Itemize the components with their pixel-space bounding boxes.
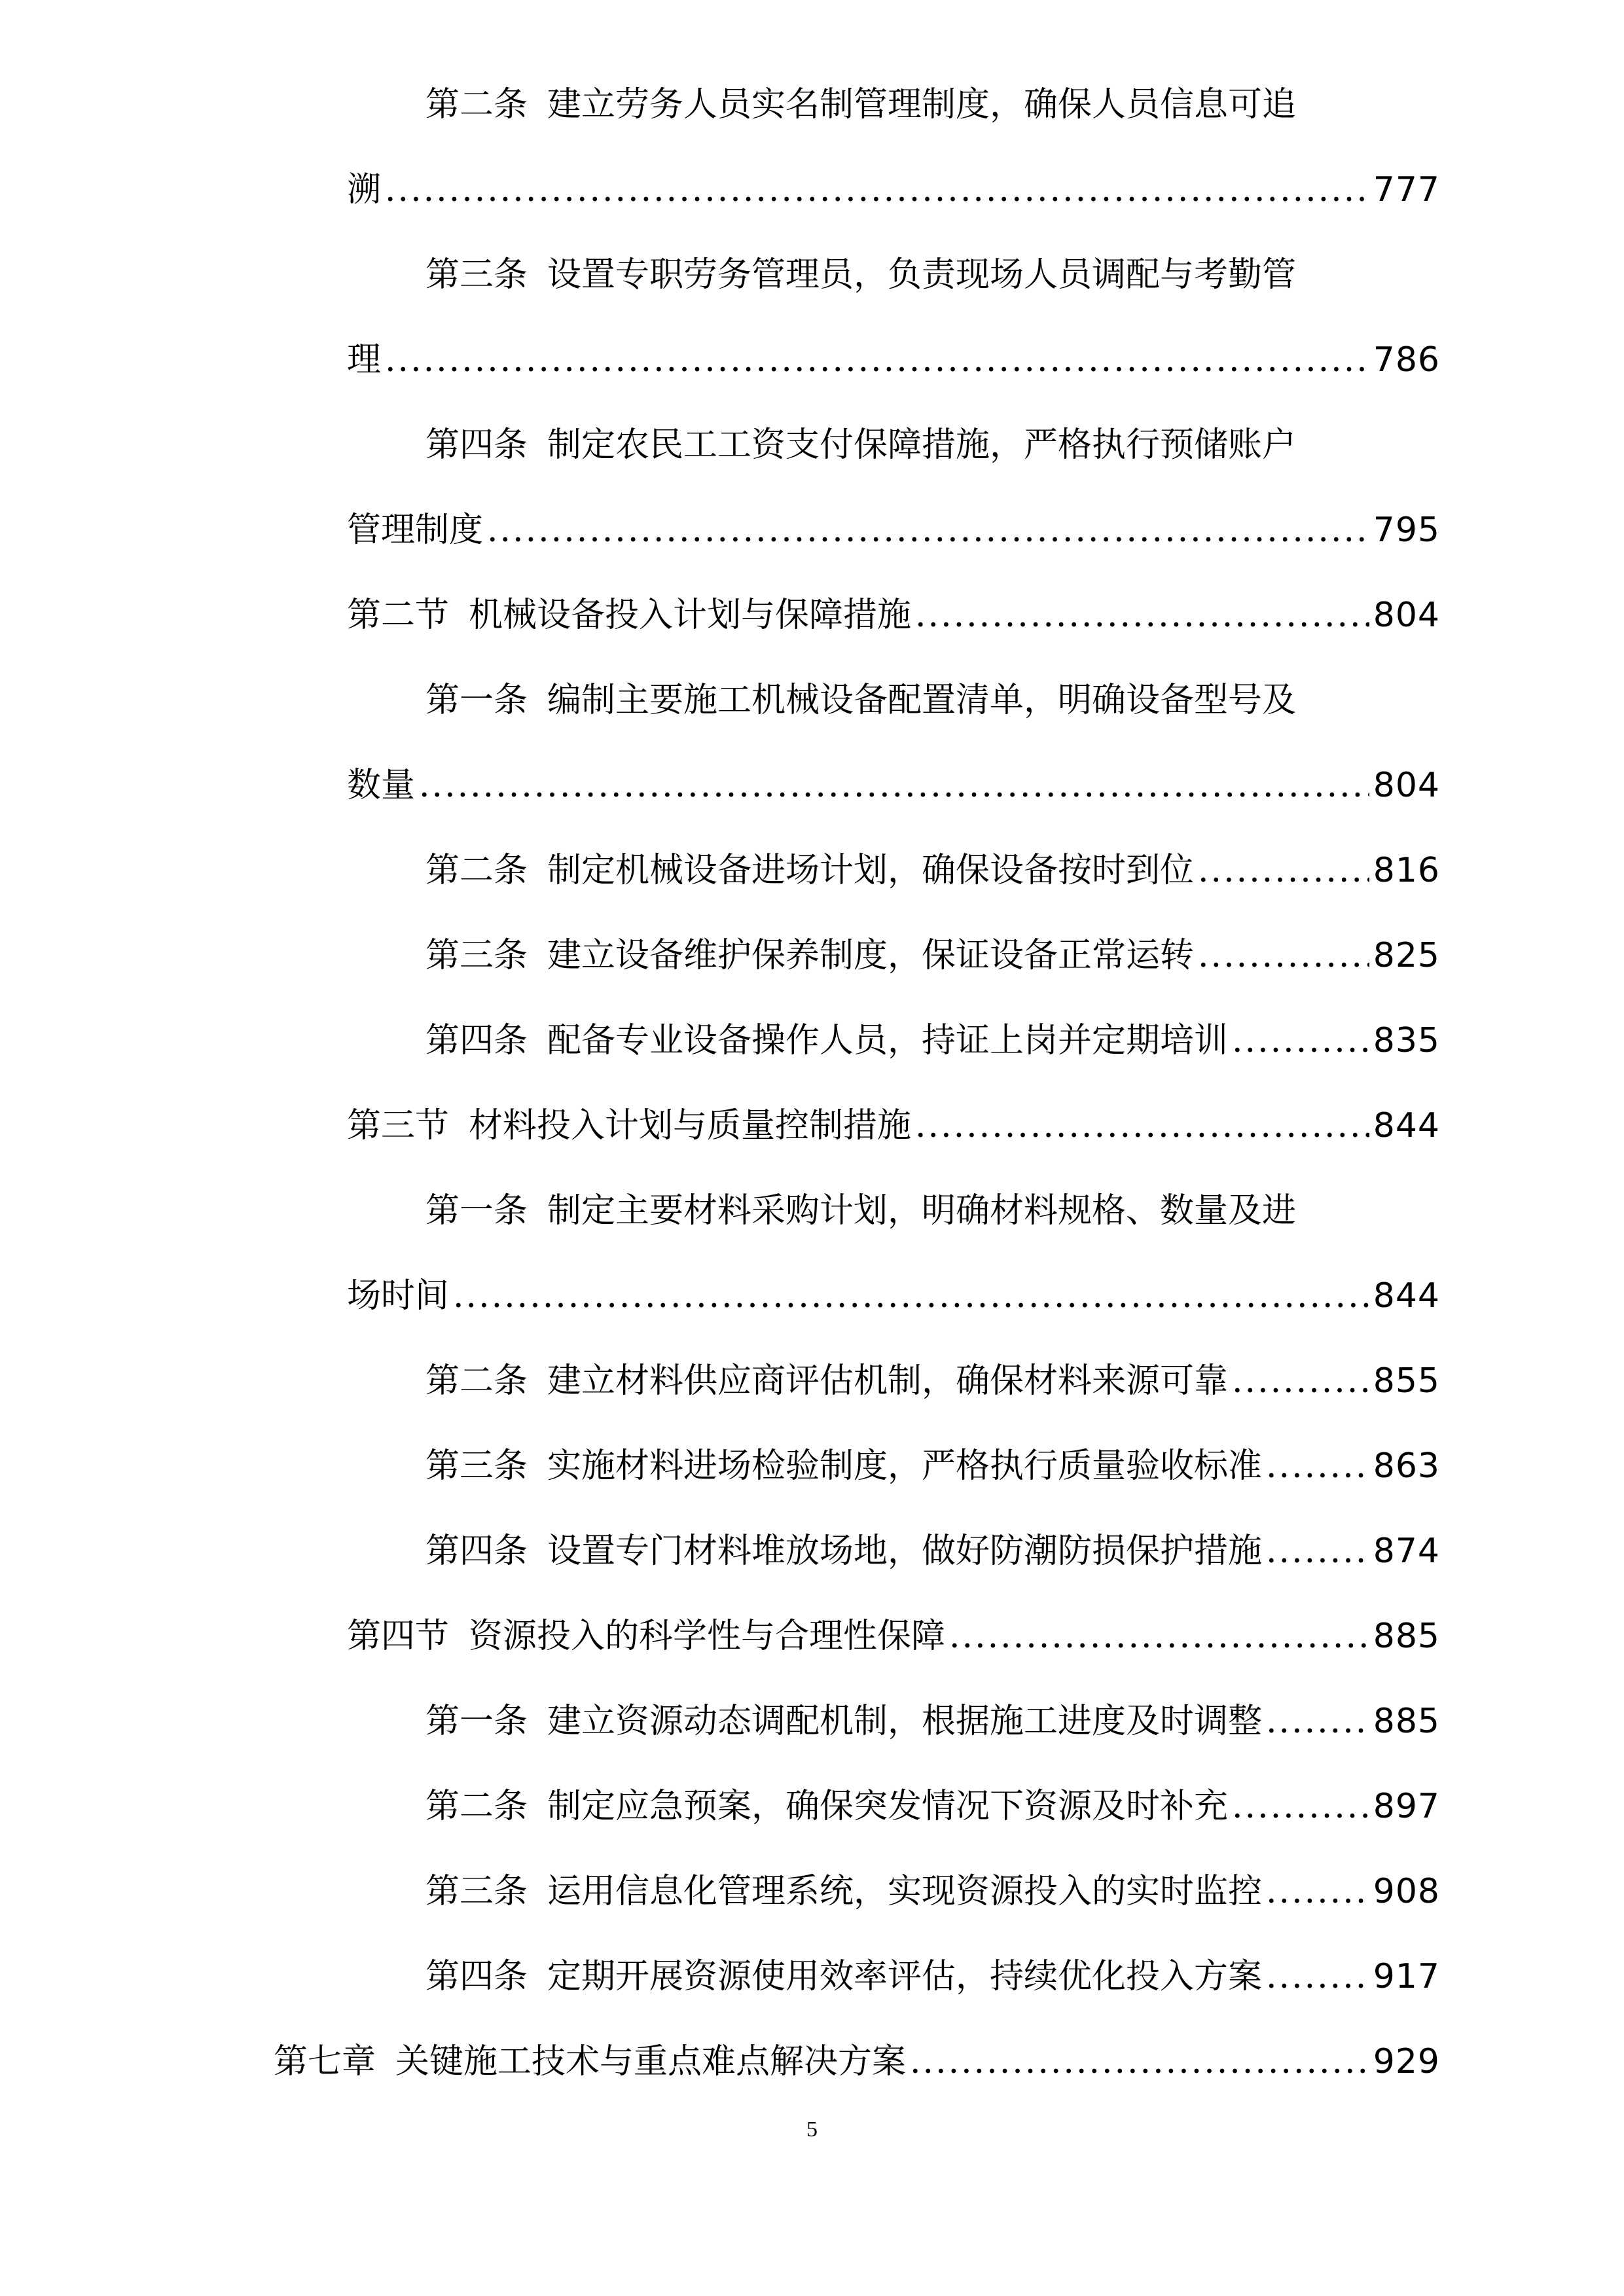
toc-entry-number: 第一条 xyxy=(425,1702,528,1741)
toc-entry-line1[interactable] xyxy=(425,249,1296,301)
dot-leader xyxy=(385,164,1369,216)
toc-article-entry[interactable] xyxy=(425,1355,1440,1407)
toc-entry-number: 第四条 xyxy=(425,425,528,465)
toc-article-entry[interactable] xyxy=(425,1780,1440,1833)
toc-entry-number: 第四条 xyxy=(425,1957,528,1996)
toc-entry-number: 第七章 xyxy=(274,2042,376,2081)
toc-entry-line1[interactable] xyxy=(425,674,1296,726)
toc-entry-number: 第一条 xyxy=(425,1191,528,1230)
toc-page-number: 795 xyxy=(1373,511,1440,550)
toc-article-entry[interactable] xyxy=(425,1865,1440,1918)
toc-entry-title-cont: 管理制度 xyxy=(347,511,484,550)
dot-leader xyxy=(453,1270,1369,1322)
toc-entry-number: 第二条 xyxy=(425,1361,528,1401)
dot-leader xyxy=(419,759,1369,812)
toc-section-entry[interactable] xyxy=(347,589,1440,641)
toc-page-number: 816 xyxy=(1373,851,1440,890)
dot-leader xyxy=(1266,1695,1369,1748)
toc-article-entry[interactable] xyxy=(425,1950,1440,2003)
toc-entry-number: 第三条 xyxy=(425,936,528,975)
toc-entry-line2[interactable] xyxy=(347,504,1440,556)
toc-page-number: 825 xyxy=(1373,936,1440,975)
toc-entry-line2[interactable] xyxy=(347,759,1440,812)
toc-section-entry[interactable] xyxy=(347,1100,1440,1152)
dot-leader xyxy=(1266,1525,1369,1577)
toc-article-entry[interactable] xyxy=(425,1440,1440,1492)
toc-article-entry[interactable] xyxy=(425,1525,1440,1577)
toc-page-number: 885 xyxy=(1373,1617,1440,1656)
toc-entry-line1[interactable] xyxy=(425,79,1296,131)
toc-entry-number: 第二条 xyxy=(425,85,528,124)
toc-entry-title: 建立设备维护保养制度，保证设备正常运转 xyxy=(547,936,1195,975)
toc-entry-title: 建立资源动态调配机制，根据施工进度及时调整 xyxy=(547,1702,1263,1741)
toc-section-entry[interactable] xyxy=(347,1610,1440,1662)
dot-leader xyxy=(1266,1865,1369,1918)
toc-entry-title: 材料投入计划与质量控制措施 xyxy=(469,1106,912,1145)
toc-entry-title: 机械设备投入计划与保障措施 xyxy=(469,596,912,635)
page-number-footer: 5 xyxy=(806,2117,818,2142)
toc-page-number: 885 xyxy=(1373,1702,1440,1741)
toc-entry-number: 第二条 xyxy=(425,851,528,890)
toc-entry-number: 第四节 xyxy=(347,1617,450,1656)
toc-entry-number: 第一条 xyxy=(425,681,528,720)
toc-entry-title: 关键施工技术与重点难点解决方案 xyxy=(395,2042,907,2081)
toc-page-number: 804 xyxy=(1373,766,1440,805)
toc-article-entry[interactable] xyxy=(425,929,1440,982)
toc-page-number: 835 xyxy=(1373,1021,1440,1060)
dot-leader xyxy=(1232,1014,1369,1067)
toc-entry-title: 运用信息化管理系统，实现资源投入的实时监控 xyxy=(547,1872,1263,1911)
toc-entry-title: 制定应急预案，确保突发情况下资源及时补充 xyxy=(547,1787,1229,1826)
toc-entry-title-cont: 理 xyxy=(347,340,382,380)
toc-entry-title: 制定机械设备进场计划，确保设备按时到位 xyxy=(547,851,1195,890)
dot-leader xyxy=(487,504,1369,556)
dot-leader xyxy=(1198,844,1369,897)
toc-article-entry[interactable] xyxy=(425,844,1440,897)
dot-leader xyxy=(1232,1355,1369,1407)
toc-entry-title-cont: 溯 xyxy=(347,170,382,209)
toc-entry-title: 资源投入的科学性与合理性保障 xyxy=(469,1617,946,1656)
toc-entry-title: 制定主要材料采购计划，明确材料规格、数量及进 xyxy=(547,1191,1297,1230)
toc-entry-number: 第三条 xyxy=(425,255,528,295)
toc-entry-title: 定期开展资源使用效率评估，持续优化投入方案 xyxy=(547,1957,1263,1996)
toc-entry-number: 第三节 xyxy=(347,1106,450,1145)
toc-chapter-entry[interactable] xyxy=(274,2036,1440,2088)
toc-entry-line2[interactable] xyxy=(347,334,1440,386)
toc-article-entry[interactable] xyxy=(425,1014,1440,1067)
toc-page-number: 917 xyxy=(1373,1957,1440,1996)
toc-entry-line2[interactable] xyxy=(347,1270,1440,1322)
toc-page-number: 897 xyxy=(1373,1787,1440,1826)
toc-entry-title: 实施材料进场检验制度，严格执行质量验收标准 xyxy=(547,1446,1263,1486)
toc-entry-number: 第二节 xyxy=(347,596,450,635)
toc-entry-title: 配备专业设备操作人员，持证上岗并定期培训 xyxy=(547,1021,1229,1060)
toc-entry-title: 设置专门材料堆放场地，做好防潮防损保护措施 xyxy=(547,1532,1263,1571)
toc-entry-title: 制定农民工工资支付保障措施，严格执行预储账户 xyxy=(547,425,1297,465)
dot-leader xyxy=(915,1100,1369,1152)
toc-entry-number: 第四条 xyxy=(425,1021,528,1060)
toc-page-number: 804 xyxy=(1373,596,1440,635)
toc-entry-title: 建立劳务人员实名制管理制度，确保人员信息可追 xyxy=(547,85,1297,124)
dot-leader xyxy=(385,334,1369,386)
toc-page-number: 777 xyxy=(1373,170,1440,209)
toc-entry-title-cont: 场时间 xyxy=(347,1276,450,1316)
dot-leader xyxy=(1232,1780,1369,1833)
toc-entry-number: 第三条 xyxy=(425,1872,528,1911)
toc-page-number: 844 xyxy=(1373,1106,1440,1145)
toc-page-number: 929 xyxy=(1373,2042,1440,2081)
toc-page-number: 855 xyxy=(1373,1361,1440,1401)
toc-entry-line1[interactable] xyxy=(425,419,1296,471)
dot-leader xyxy=(949,1610,1369,1662)
toc-page-number: 786 xyxy=(1373,340,1440,380)
toc-entry-title-cont: 数量 xyxy=(347,766,416,805)
toc-page-number: 908 xyxy=(1373,1872,1440,1911)
toc-entry-title: 建立材料供应商评估机制，确保材料来源可靠 xyxy=(547,1361,1229,1401)
dot-leader xyxy=(1266,1950,1369,2003)
toc-entry-number: 第三条 xyxy=(425,1446,528,1486)
toc-article-entry[interactable] xyxy=(425,1695,1440,1748)
toc-entry-title: 编制主要施工机械设备配置清单，明确设备型号及 xyxy=(547,681,1297,720)
toc-entry-title: 设置专职劳务管理员，负责现场人员调配与考勤管 xyxy=(547,255,1297,295)
dot-leader xyxy=(915,589,1369,641)
toc-entry-number: 第四条 xyxy=(425,1532,528,1571)
toc-page-number: 874 xyxy=(1373,1532,1440,1571)
toc-entry-line2[interactable] xyxy=(347,164,1440,216)
dot-leader xyxy=(910,2036,1369,2088)
toc-page-number: 863 xyxy=(1373,1446,1440,1486)
toc-page-number: 844 xyxy=(1373,1276,1440,1316)
dot-leader xyxy=(1266,1440,1369,1492)
toc-entry-number: 第二条 xyxy=(425,1787,528,1826)
toc-entry-line1[interactable] xyxy=(425,1185,1296,1237)
dot-leader xyxy=(1198,929,1369,982)
